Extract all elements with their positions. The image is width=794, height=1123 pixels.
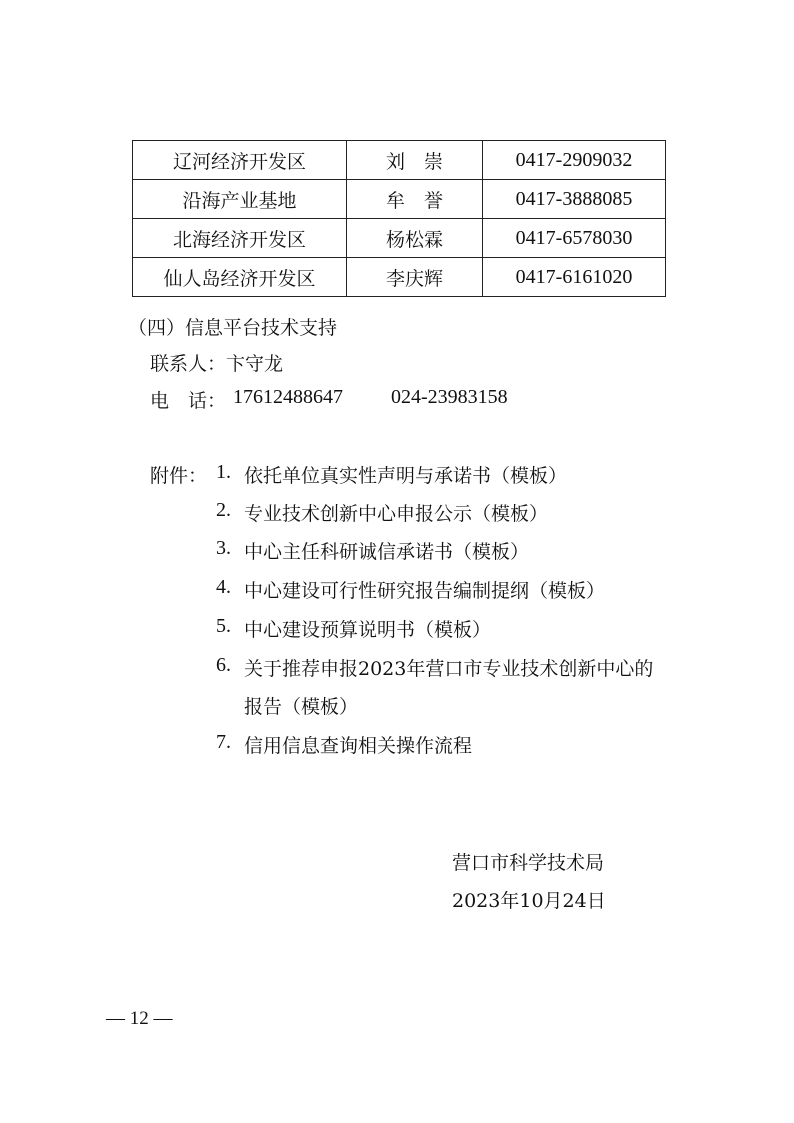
person-cell: 李庆辉	[347, 258, 483, 297]
person-cell: 刘 崇	[347, 141, 483, 180]
attachment-item: 中心主任科研诚信承诺书（模板）	[244, 541, 530, 563]
person-cell: 杨松霖	[347, 219, 483, 258]
support-heading: （四）信息平台技术支持	[128, 317, 338, 339]
phone-cell: 0417-6578030	[483, 219, 666, 258]
area-cell: 沿海产业基地	[133, 180, 347, 219]
contact-line	[150, 349, 283, 376]
phone-cell: 0417-6161020	[483, 258, 666, 297]
attachment-number: 7.	[216, 731, 231, 753]
attachment-number: 3.	[216, 537, 231, 559]
area-cell: 北海经济开发区	[133, 219, 347, 258]
attachment-item: 依托单位真实性声明与承诺书（模板）	[244, 465, 568, 487]
table-row	[133, 258, 666, 297]
table-row	[133, 141, 666, 180]
phone-number-1: 17612488647	[233, 386, 343, 408]
person-cell: 牟 誉	[347, 180, 483, 219]
attachment-number: 1.	[216, 461, 231, 483]
attachment-item-continued: 报告（模板）	[244, 696, 359, 718]
page-number: — 12 —	[106, 1008, 173, 1029]
phone-line	[150, 386, 226, 413]
attachment-item: 中心建设可行性研究报告编制提纲（模板）	[244, 580, 606, 602]
attachment-number: 6.	[216, 654, 231, 676]
contact-table	[132, 140, 666, 297]
attachment-number: 2.	[216, 499, 231, 521]
phone-number-2: 024-23983158	[391, 386, 508, 408]
phone-label: 电 话：	[150, 390, 227, 412]
attachment-item: 中心建设预算说明书（模板）	[244, 619, 492, 641]
attachments-label: 附件：	[150, 465, 208, 487]
attachment-item: 信用信息查询相关操作流程	[244, 735, 473, 757]
area-cell: 辽河经济开发区	[133, 141, 347, 180]
area-cell: 仙人岛经济开发区	[133, 258, 347, 297]
contact-name: 卞守龙	[226, 353, 284, 375]
table-row	[133, 180, 666, 219]
table-row	[133, 219, 666, 258]
contact-label: 联系人：	[150, 353, 227, 375]
signature-org: 营口市科学技术局	[452, 852, 605, 874]
attachment-item: 关于推荐申报2023年营口市专业技术创新中心的	[244, 658, 654, 680]
attachment-number: 4.	[216, 576, 231, 598]
attachment-item: 专业技术创新中心申报公示（模板）	[244, 503, 549, 525]
signature-date: 2023年10月24日	[452, 890, 606, 912]
attachment-number: 5.	[216, 615, 231, 637]
phone-cell: 0417-3888085	[483, 180, 666, 219]
phone-cell: 0417-2909032	[483, 141, 666, 180]
